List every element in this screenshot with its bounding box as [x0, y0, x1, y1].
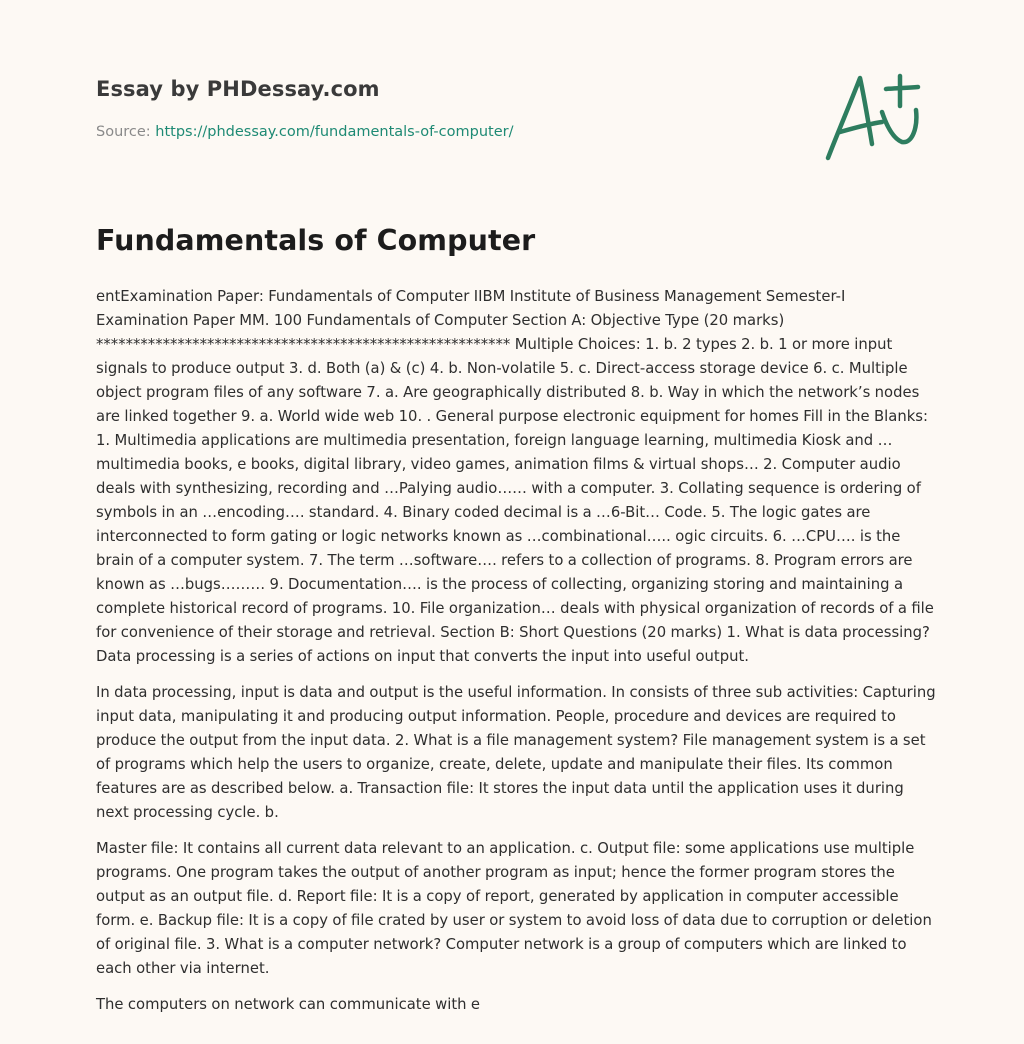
essay-body [96, 285, 936, 1029]
paragraph: In data processing, input is data and output is the useful information. In consists of three sub activities: Capturing input data, manipulating it and producing output information. People, procedure and devices are required to produce the output from the input data. 2. What is a file management system? File management system is a set of programs which help the users to organize, create, delete, update and manipulate their files. Its common features are as described below. a. Transaction file: It stores the input data until the application uses it during next processing cycle. b. [96, 684, 936, 821]
paragraph: The computers on network can communicate with e [96, 996, 481, 1013]
source-label: Source: [96, 124, 151, 140]
source-line [96, 124, 513, 140]
paragraph: entExamination Paper: Fundamentals of Computer IIBM Institute of Business Management Semester-I Examination Paper MM. 100 Fundamentals of Computer Section A: Objective Type (20 marks) ******************************************************** Multiple Choices: 1. b. 2 types 2. b. 1 or more input signals to produce output 3. d. Both (a) & (c) 4. b. Non-volatile 5. c. Direct-access storage device 6. c. Multiple object program files of any software 7. a. Are geographically distributed 8. b. Way in which the network’s nodes are linked together 9. a. World wide web 10. . General purpose electronic equipment for homes Fill in the Blanks: 1. Multimedia applications are multimedia presentation, foreign language learning, multimedia Kiosk and … multimedia books, e books, digital library, video games, animation films & virtual shops… 2. Computer audio deals with synthesizing, recording and …Palying audio…… with a computer. 3. Collating sequence is ordering of symbols in an …encoding…. standard. 4. Binary coded decimal is a …6-Bit… Code. 5. The logic gates are interconnected to form gating or logic networks known as …combinational….. ogic circuits. 6. …CPU…. is the brain of a computer system. 7. The term …software…. refers to a collection of programs. 8. Program errors are known as …bugs……… 9. Documentation…. is the process of collecting, organizing storing and maintaining a complete historical record of programs. 10. File organization… deals with physical organization of records of a file for convenience of their storage and retrieval. Section B: Short Questions (20 marks) 1. What is data processing? Data processing is a series of actions on input that converts the input into useful output. [96, 288, 934, 665]
source-link[interactable]: https://phdessay.com/fundamentals-of-computer/ [155, 124, 514, 140]
site-brand: Essay by PHDessay.com [96, 77, 380, 101]
a-plus-logo-icon [818, 62, 930, 172]
essay-title: Fundamentals of Computer [96, 224, 536, 257]
paragraph: Master file: It contains all current data relevant to an application. c. Output file: some applications use multiple programs. One program takes the output of another program as input; hence the former program stores the output as an output file. d. Report file: It is a copy of report, generated by application in computer accessible form. e. Backup file: It is a copy of file crated by user or system to avoid loss of data due to corruption or deletion of original file. 3. What is a computer network? Computer network is a group of computers which are linked to each other via internet. [96, 840, 932, 977]
